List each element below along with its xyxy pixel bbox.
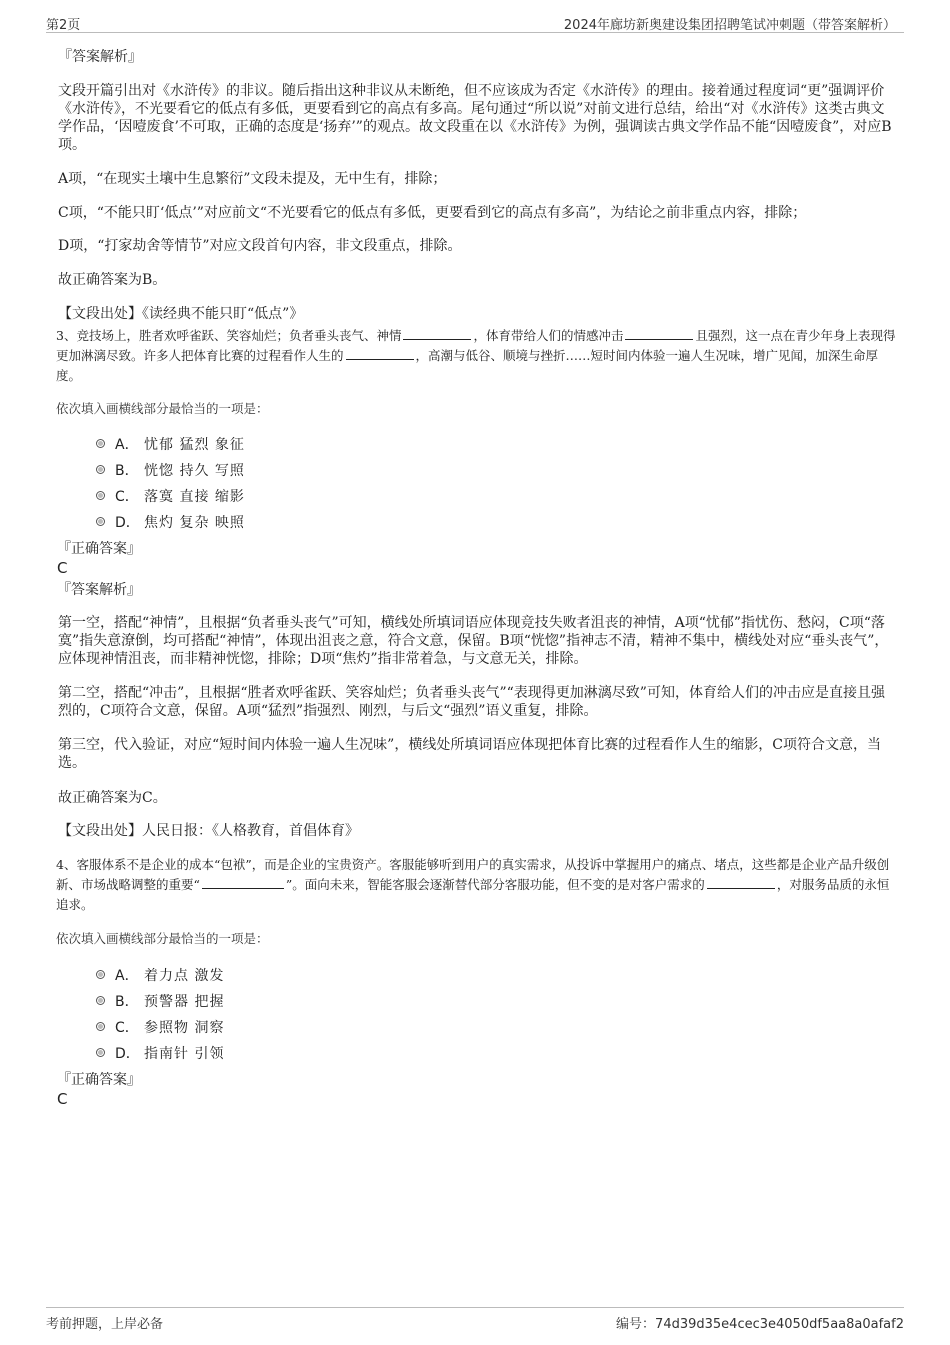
footer-divider xyxy=(46,1307,904,1308)
q3-instruction: 依次填入画横线部分最恰当的一项是： xyxy=(56,401,269,416)
q3-stem: 3、竞技场上，胜者欢呼雀跃、笑容灿烂；负者垂头丧气、神情 ，体育带给人们的情感冲击 且强烈，这一点在青少年身上表现得更加淋漓尽致。许多人把体育比赛的过程看作人生的 ，高潮与低谷、顺境与挫折……短时间内体验一遍人生况味，增广见闻，加深生命厚度。 xyxy=(56,328,896,383)
q3-option-b[interactable]: B． 恍惚 持久 写照 xyxy=(96,459,396,485)
footer-slogan: 考前押题，上岸必备 xyxy=(46,1317,164,1332)
document-code: 编号：74d39d35e4cec3e4050df5aa8a0afaf2 xyxy=(616,1317,904,1332)
q4-answer-label: 『正确答案』 xyxy=(57,1072,141,1088)
q4-stem: 4、客服体系不是企业的成本“包袱”，而是企业的宝贵资产。客服能够听到用户的真实需求，从投诉中掌握用户的痛点、堵点，这些都是企业产品升级创新、市场战略调整的重要“ ”。面向未来，智能客服会逐渐替代部分客服功能，但不变的是对客户需求的 ，对服务品质的永恒追求。 xyxy=(56,857,890,912)
q3-analysis-paragraph-3: 第三空，代入验证，对应“短时间内体验一遍人生况味”，横线处所填词语应体现把体育比赛的过程看作人生的缩影，C项符合文意，当选。 xyxy=(58,737,882,771)
q3-option-a[interactable]: A． 忧郁 猛烈 象征 xyxy=(96,433,396,459)
blank-2 xyxy=(625,327,693,340)
q3-analysis-paragraph-1: 第一空，搭配“神情”，且根据“负者垂头丧气”可知，横线处所填词语应体现竞技失败者沮丧的神情，A项“忧郁”指忧伤、愁闷，C项“落寞”指失意潦倒，均可搭配“神情”，体现出沮丧之意，符合文意，保留。B项“恍惚”指神志不清，精神不集中，横线处对应“垂头丧气”，应体现神情沮丧，而非精神恍惚，排除；D项“焦灼”指非常着急，与文意无关，排除。 xyxy=(58,615,889,667)
q2-analysis-option-a: A项，“在现实土壤中生息繁衍”文段未提及，无中生有，排除； xyxy=(58,171,447,187)
q4-option-c[interactable]: C． 参照物 洞察 xyxy=(96,1016,396,1042)
radio-button[interactable] xyxy=(96,465,105,474)
q3-option-c[interactable]: C． 落寞 直接 缩影 xyxy=(96,485,396,511)
q2-analysis-option-c: C项，“不能只盯‘低点’”对应前文“不光要看它的低点有多低，更要看到它的高点有多高”，为结论之前非重点内容，排除； xyxy=(58,205,807,221)
q3-conclusion: 故正确答案为C。 xyxy=(58,790,167,806)
q4-option-b[interactable]: B． 预警器 把握 xyxy=(96,990,396,1016)
q3-answer: C xyxy=(57,559,68,577)
page-number: 第2页 xyxy=(46,18,81,33)
q4-options xyxy=(96,964,396,1068)
page-header xyxy=(46,12,904,32)
q4-option-d[interactable]: D． 指南针 引领 xyxy=(96,1042,396,1068)
radio-button[interactable] xyxy=(96,491,105,500)
radio-button[interactable] xyxy=(96,1022,105,1031)
q2-analysis-paragraph: 文段开篇引出对《水浒传》的非议。随后指出这种非议从未断绝，但不应该成为否定《水浒传》的理由。接着通过程度词“更”强调评价《水浒传》，不光要看它的低点有多低，更要看到它的高点有多高。尾句通过“所以说”对前文进行总结，给出“对《水浒传》这类古典文学作品，‘因噎废食’不可取，正确的态度是‘扬弃’”的观点。故文段重在以《水浒传》为例，强调读古典文学作品不能“因噎废食”，对应B项。 xyxy=(58,83,892,153)
q3-option-d[interactable]: D． 焦灼 复杂 映照 xyxy=(96,511,396,537)
radio-button[interactable] xyxy=(96,970,105,979)
q4-instruction: 依次填入画横线部分最恰当的一项是： xyxy=(56,931,269,946)
q2-analysis-label: 『答案解析』 xyxy=(58,49,142,65)
radio-button[interactable] xyxy=(96,1048,105,1057)
blank-1 xyxy=(403,327,471,340)
header-divider xyxy=(46,32,904,33)
q2-conclusion: 故正确答案为B。 xyxy=(58,272,167,288)
q3-options xyxy=(96,433,396,537)
q4-option-a[interactable]: A． 着力点 激发 xyxy=(96,964,396,990)
radio-button[interactable] xyxy=(96,996,105,1005)
radio-button[interactable] xyxy=(96,439,105,448)
q2-analysis-option-d: D项，“打家劫舍等情节”对应文段首句内容，非文段重点，排除。 xyxy=(58,238,462,254)
blank-3 xyxy=(346,347,414,360)
blank-1 xyxy=(202,876,284,889)
radio-button[interactable] xyxy=(96,517,105,526)
q4-answer: C xyxy=(57,1090,68,1108)
q3-analysis-paragraph-2: 第二空，搭配“冲击”，且根据“胜者欢呼雀跃、笑容灿烂；负者垂头丧气”“表现得更加淋漓尽致”可知，体育给人们的冲击应是直接且强烈的，C项符合文意，保留。A项“猛烈”指强烈、刚烈，与后文“强烈”语义重复，排除。 xyxy=(58,685,885,719)
blank-2 xyxy=(707,876,775,889)
q3-analysis-label: 『答案解析』 xyxy=(57,582,141,598)
q2-source: 【文段出处】《读经典不能只盯“低点”》 xyxy=(58,306,304,322)
q3-source: 【文段出处】人民日报：《人格教育，首倡体育》 xyxy=(58,823,359,839)
q3-answer-label: 『正确答案』 xyxy=(57,541,141,557)
document-title: 2024年廊坊新奥建设集团招聘笔试冲刺题（带答案解析） xyxy=(563,18,896,33)
